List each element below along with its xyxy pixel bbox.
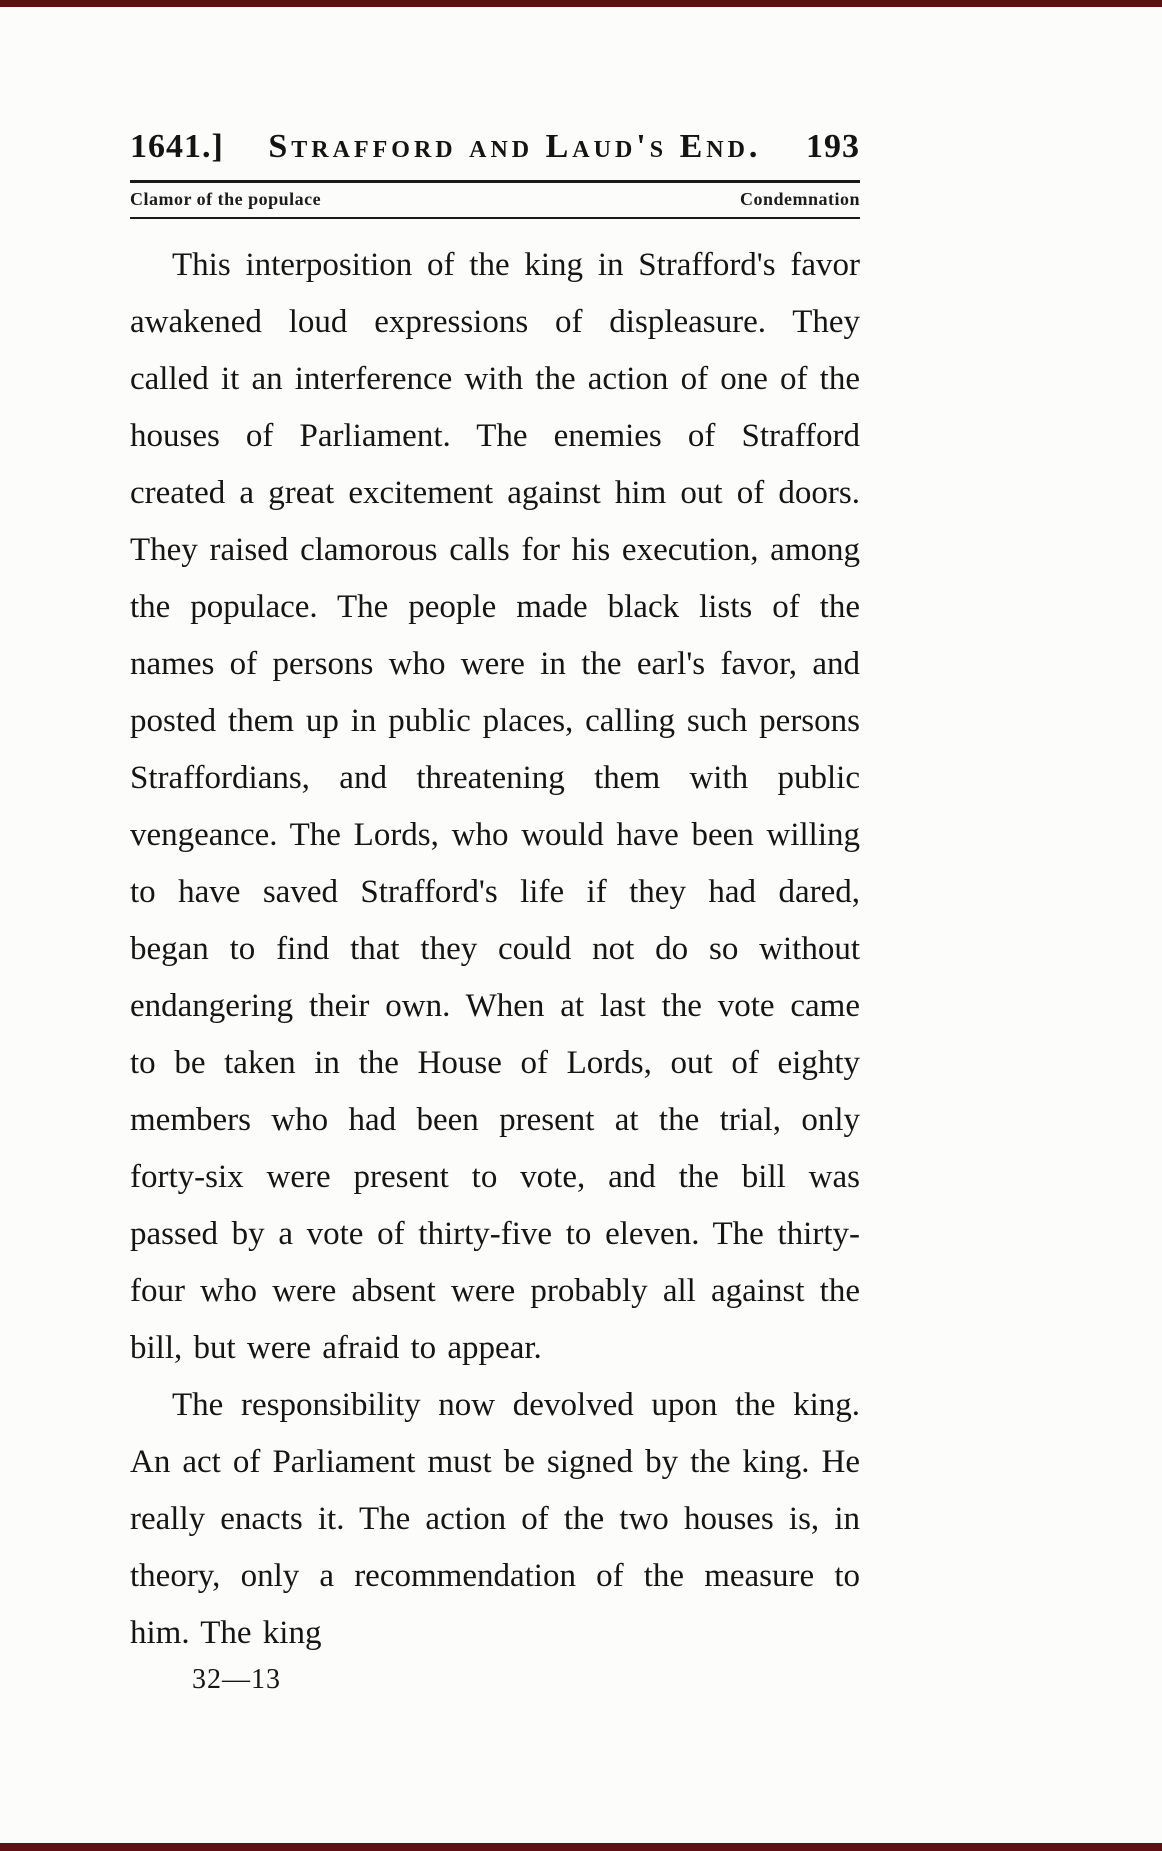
subhead-right: Condemnation xyxy=(739,189,860,209)
header-page-number: 193 xyxy=(806,128,860,165)
section-subheads xyxy=(130,189,860,210)
header-date: 1641.] xyxy=(130,128,224,165)
page-content xyxy=(130,128,860,1696)
signature-mark: 32—13 xyxy=(192,1664,281,1695)
divider-rule-top xyxy=(130,180,860,183)
divider-rule-bottom xyxy=(130,217,860,219)
subhead-left: Clamor of the populace xyxy=(130,189,322,209)
running-header xyxy=(130,128,860,166)
paragraph: The responsibility now devolved upon the king. An act of Parliament must be signed by the king. He really enacts it. The action of the two houses is, in theory, only a recommendation of the measure to him. The king xyxy=(130,1387,860,1651)
header-title: Strafford and Laud's End. xyxy=(268,128,762,165)
scan-edge-top xyxy=(0,0,1162,7)
paragraph: This interposition of the king in Strafford's favor awakened loud expressions of displeasure. They called it an interference with the action of one of the houses of Parliament. The enemies of Strafford created a great excitement against him out of doors. They raised clamorous calls for his execution, among the populace. The people made black lists of the names of persons who were in the earl's favor, and posted them up in public places, calling such persons Straffordians, and threatening them with public vengeance. The Lords, who would have been willing to have saved Strafford's life if they had dared, began to find that they could not do so without endangering their own. When at last the vote came to be taken in the House of Lords, out of eighty members who had been present at the trial, only forty-six were present to vote, and the bill was passed by a vote of thirty-five to eleven. The thirty-four who were absent were probably all against the bill, but were afraid to appear. xyxy=(130,247,860,1366)
scan-edge-bottom xyxy=(0,1843,1162,1851)
body-text xyxy=(130,237,860,1662)
